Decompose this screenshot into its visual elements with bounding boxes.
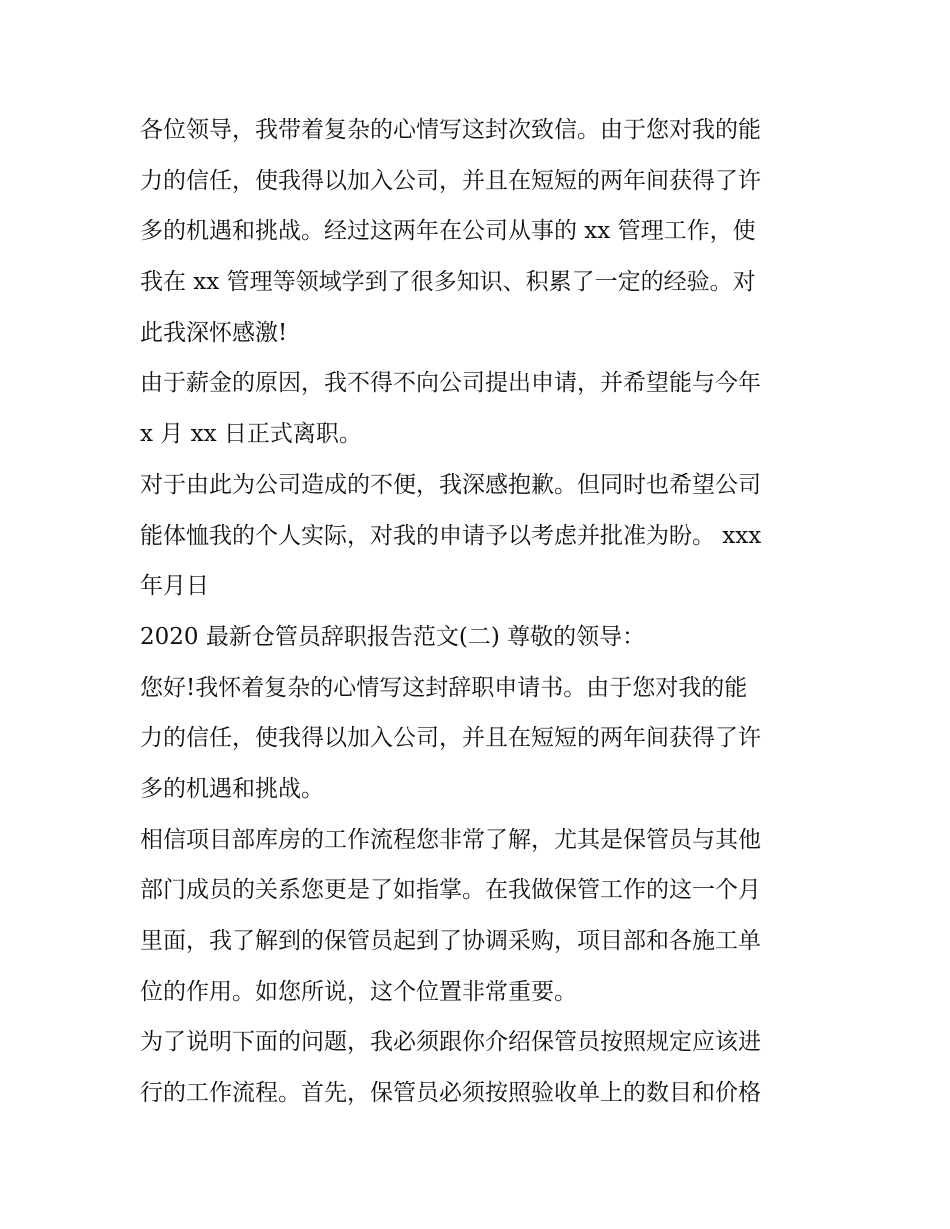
text-line: 各位领导，我带着复杂的心情写这封次致信。由于您对我的能	[140, 117, 761, 143]
text-line: 对于由此为公司造成的不便，我深感抱歉。但同时也希望公司	[140, 471, 761, 498]
text-line: 行的工作流程。首先，保管员必须按照验收单上的数目和价格	[140, 1080, 761, 1107]
text-line: 力的信任，使我得以加入公司，并且在短短的两年间获得了许	[140, 725, 761, 752]
text-line: 能体恤我的个人实际，对我的申请予以考虑并批准为盼。 xxx	[140, 522, 762, 549]
text-line: 多的机遇和挑战。经过这两年在公司从事的 xx 管理工作，使	[140, 218, 756, 245]
text-line: 力的信任，使我得以加入公司，并且在短短的两年间获得了许	[140, 167, 761, 194]
text-line: 您好!我怀着复杂的心情写这封辞职申请书。由于您对我的能	[140, 674, 748, 701]
text-line: 2020 最新仓管员辞职报告范文(二) 尊敬的领导：	[140, 623, 646, 650]
text-line: 由于薪金的原因，我不得不向公司提出申请，并希望能与今年	[140, 370, 761, 397]
text-line: 为了说明下面的问题，我必须跟你介绍保管员按照规定应该进	[140, 1029, 761, 1056]
text-line: 我在 xx 管理等领域学到了很多知识、积累了一定的经验。对	[140, 269, 756, 296]
document-body	[140, 105, 820, 1119]
text-line: 多的机遇和挑战。	[140, 775, 324, 802]
text-line: 部门成员的关系您更是了如指掌。在我做保管工作的这一个月	[140, 877, 761, 904]
text-line: 年月日	[140, 573, 209, 600]
text-line: 此我深怀感激!	[140, 319, 288, 346]
text-line: 位的作用。如您所说，这个位置非常重要。	[140, 978, 577, 1005]
text-line: x 月 xx 日正式离职。	[140, 421, 362, 448]
text-line: 相信项目部库房的工作流程您非常了解，尤其是保管员与其他	[140, 826, 761, 853]
text-line: 里面，我了解到的保管员起到了协调采购，项目部和各施工单	[140, 928, 761, 954]
